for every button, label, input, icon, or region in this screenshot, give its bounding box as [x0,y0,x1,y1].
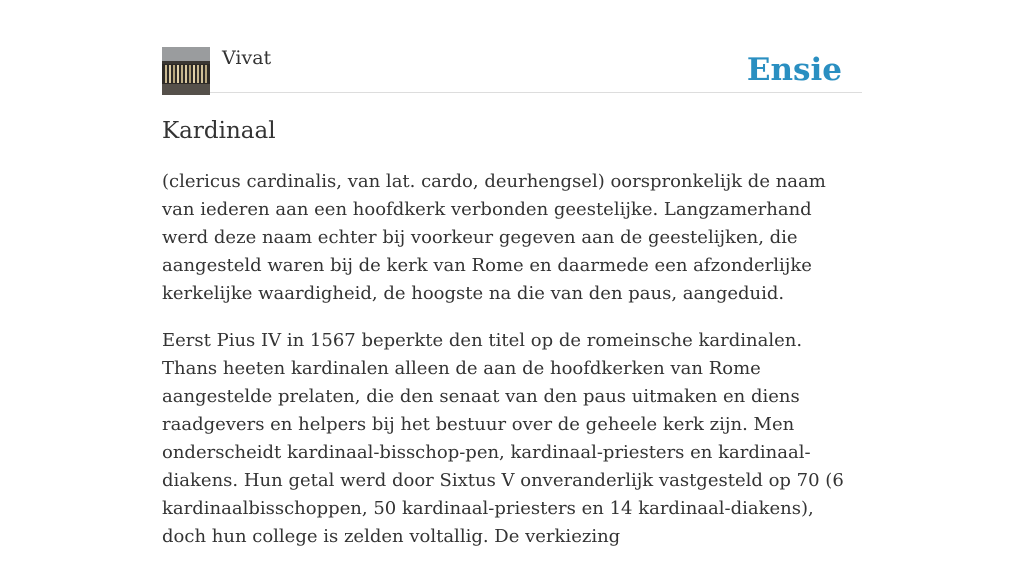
article-title: Kardinaal [162,118,276,144]
author-link[interactable]: Vivat [222,47,272,69]
paragraph: Eerst Pius IV in 1567 beperkte den titel op de romeinsche kardinalen. Thans heeten kardinalen alleen de aan de hoofdkerken van Rome aangestelde prelaten, die den senaat van den paus uitmaken en diens raadgevers en helpers bij het bestuur over de geheele kerk zijn. Men onderscheidt kardinaal-bisschop-pen, kardinaal-priesters en kardinaal-diakens. Hun getal werd door Sixtus V onveranderlijk vastgesteld op 70 (6 kardinaalbisschoppen, 50 kardinaal-priesters en 14 kardinaal-diakens), doch hun college is zelden voltallig. De verkiezing [162,330,844,547]
avatar[interactable] [162,47,210,95]
header [162,46,862,93]
site-logo[interactable]: Ensie [746,52,842,88]
library-bookshelf-icon [162,47,210,95]
paragraph: (clericus cardinalis, van lat. cardo, deurhengsel) oorspronkelijk de naam van iederen aan een hoofdkerk verbonden geestelijke. Langzamerhand werd deze naam echter bij voorkeur gegeven aan de geestelijken, die aangesteld waren bij de kerk van Rome en daarmede een afzonderlijke kerkelijke waardigheid, de hoogste na die van den paus, aangeduid. [162,171,826,304]
article-body [162,168,862,570]
